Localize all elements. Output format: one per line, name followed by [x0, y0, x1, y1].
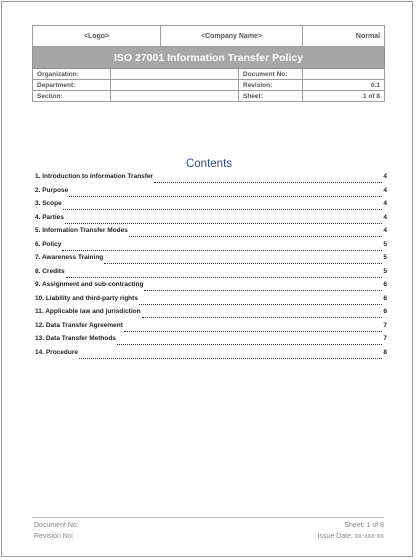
toc-entry-page[interactable]: 8: [383, 348, 387, 356]
toc-entry-label[interactable]: 9. Assignment and sub-contracting: [35, 281, 144, 288]
toc-entry-label[interactable]: 5. Information Transfer Modes: [35, 227, 128, 234]
header-table: [32, 25, 385, 102]
sheet-label: Sheet:: [239, 91, 303, 102]
footer-divider: [32, 517, 384, 518]
contents-heading: Contents: [185, 158, 233, 170]
revision-label: Revision:: [239, 80, 303, 91]
toc-entry-page[interactable]: 5: [383, 254, 387, 261]
document-title: ISO 27001 Information Transfer Policy: [33, 47, 385, 69]
toc-leader-dots: [124, 327, 382, 332]
toc-leader-dots: [129, 232, 383, 237]
toc-entry-page[interactable]: 4: [383, 213, 387, 221]
toc-entry-page[interactable]: 6: [383, 281, 387, 288]
toc-entry[interactable]: [35, 227, 387, 241]
footer-sheet: Sheet: 1 of 8: [344, 522, 384, 529]
toc-entry-label[interactable]: 7. Awareness Training: [35, 254, 104, 261]
toc-entry-page[interactable]: 4: [383, 227, 387, 234]
toc-entry[interactable]: [35, 322, 387, 336]
classification: Normal: [303, 26, 385, 47]
logo-placeholder: <Logo>: [33, 26, 161, 47]
toc-entry[interactable]: [35, 187, 387, 201]
toc-entry-page[interactable]: 5: [383, 240, 387, 248]
toc-entry-page[interactable]: 6: [383, 308, 387, 315]
toc-entry[interactable]: [35, 200, 387, 214]
toc-entry[interactable]: [35, 308, 387, 322]
toc-entry[interactable]: [35, 349, 387, 363]
toc-entry-label[interactable]: 10. Liability and third-party rights: [35, 294, 138, 302]
toc-leader-dots: [63, 205, 383, 210]
toc-leader-dots: [117, 340, 382, 345]
toc-entry[interactable]: [35, 173, 387, 187]
toc-entry[interactable]: [35, 214, 387, 228]
organization-value: [111, 69, 239, 80]
footer-revision-no: Revision No:: [34, 533, 74, 540]
toc-entry-page[interactable]: 4: [383, 173, 387, 180]
revision-value: 0.1: [303, 80, 385, 91]
toc-entry-label[interactable]: 8. Credits: [35, 267, 65, 275]
toc-entry-label[interactable]: 14. Procedure: [35, 348, 78, 356]
toc-entry-label[interactable]: 4. Parties: [35, 213, 64, 221]
footer-issue-date: Issue Date: xx-xxx-xx: [317, 533, 384, 540]
toc-entry-page[interactable]: 7: [383, 335, 387, 342]
toc-entry-page[interactable]: 4: [383, 186, 387, 194]
toc-leader-dots: [142, 313, 383, 318]
section-value: [111, 91, 239, 102]
toc-leader-dots: [62, 246, 382, 251]
toc-entry-page[interactable]: 6: [383, 294, 387, 302]
toc-entry[interactable]: [35, 241, 387, 255]
footer-row-2: [34, 533, 384, 540]
document-no-label: Document No:: [239, 69, 303, 80]
toc-leader-dots: [139, 300, 382, 305]
table-of-contents: [35, 173, 387, 362]
footer-row-1: [34, 522, 384, 529]
toc-leader-dots: [65, 219, 382, 224]
organization-label: Organization:: [33, 69, 111, 80]
toc-entry[interactable]: [35, 335, 387, 349]
department-label: Department:: [33, 80, 111, 91]
toc-leader-dots: [144, 286, 382, 291]
toc-entry-label[interactable]: 3. Scope: [35, 200, 62, 207]
toc-entry-page[interactable]: 5: [383, 267, 387, 275]
sheet-value: 1 of 8: [303, 91, 385, 102]
toc-entry-label[interactable]: 6. Policy: [35, 240, 62, 248]
toc-leader-dots: [66, 273, 383, 278]
toc-leader-dots: [69, 192, 382, 197]
department-value: [111, 80, 239, 91]
document-page: [1, 1, 413, 557]
document-no-value: [303, 69, 385, 80]
toc-entry-label[interactable]: 11. Applicable law and jurisdiction: [35, 308, 141, 315]
toc-leader-dots: [154, 178, 382, 183]
company-name: <Company Name>: [161, 26, 303, 47]
toc-entry-page[interactable]: 4: [383, 200, 387, 207]
section-label: Section:: [33, 91, 111, 102]
footer-document-no: Document No:: [34, 522, 79, 529]
toc-entry-label[interactable]: 12. Data Transfer Agreement: [35, 321, 123, 329]
toc-entry[interactable]: [35, 254, 387, 268]
toc-entry[interactable]: [35, 281, 387, 295]
toc-entry-label[interactable]: 1. Introduction to Information Transfer: [35, 173, 154, 180]
toc-entry[interactable]: [35, 268, 387, 282]
toc-leader-dots: [104, 259, 382, 264]
toc-leader-dots: [79, 354, 382, 359]
toc-entry-label[interactable]: 13. Data Transfer Methods: [35, 335, 116, 342]
toc-entry-page[interactable]: 7: [383, 321, 387, 329]
toc-entry[interactable]: [35, 295, 387, 309]
toc-entry-label[interactable]: 2. Purpose: [35, 186, 69, 194]
